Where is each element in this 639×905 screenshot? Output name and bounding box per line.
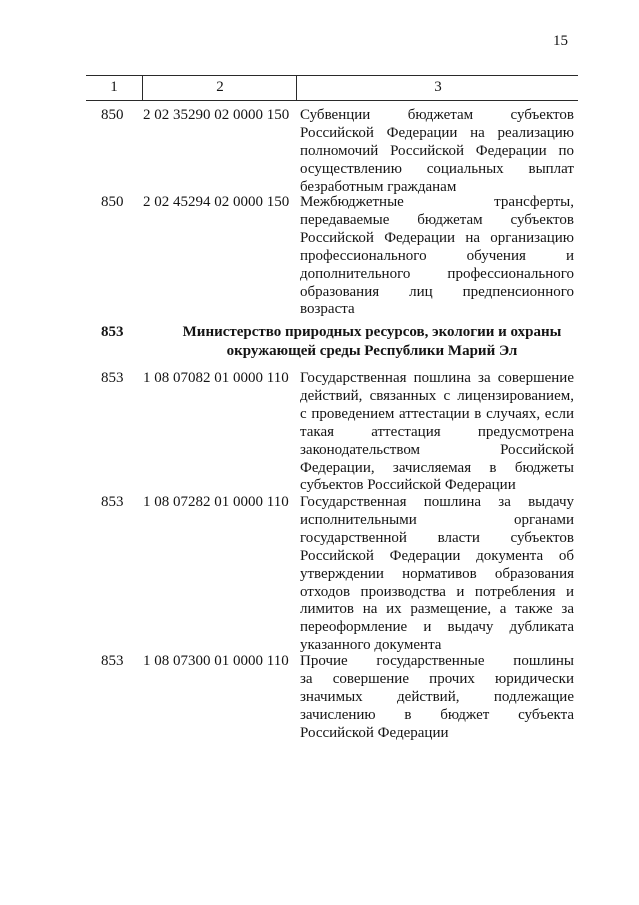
description-line: безработным гражданам (300, 178, 457, 195)
section-admin-code: 853 (101, 324, 124, 340)
page-number: 15 (553, 33, 568, 49)
description-line: Прочие государственные пошлины (300, 653, 574, 669)
description-line: законодательством Российской (300, 441, 574, 458)
description-line: Государственная пошлина за совершение (300, 370, 574, 386)
description (300, 370, 574, 495)
description-line: Межбюджетные трансферты, (300, 194, 574, 210)
admin-code: 853 (101, 653, 124, 669)
description-line: Субвенции бюджетам субъектов (300, 107, 574, 123)
budget-code: 1 08 07282 01 0000 110 (143, 494, 289, 510)
description-line: лимитов на их размещение, а также за (300, 601, 574, 618)
budget-code: 2 02 35290 02 0000 150 (143, 107, 290, 123)
description-line: Российской Федерации документа об (300, 547, 574, 564)
description (300, 107, 574, 197)
description-line: переоформление и выдачу дубликата (300, 619, 574, 636)
budget-code: 2 02 45294 02 0000 150 (143, 194, 290, 210)
description-line: осуществлению социальных выплат (300, 160, 574, 177)
section-title-line: Министерство природных ресурсов, экологии и охраны (182, 324, 562, 340)
description-line: Федерации, зачисляемая в бюджеты (300, 459, 574, 476)
description-line: действий, связанных с лицензированием, (300, 387, 574, 404)
description-line: с проведением аттестации в случаях, если (300, 405, 574, 422)
table-header-col2: 2 (142, 76, 297, 100)
description-line: образования лиц предпенсионного (300, 283, 574, 300)
description-line: указанного документа (300, 637, 442, 654)
budget-code: 1 08 07082 01 0000 110 (143, 370, 289, 386)
description-line: возраста (300, 301, 355, 318)
description-line: исполнительными органами (300, 511, 574, 528)
table-header-col1: 1 (110, 79, 118, 95)
description-line: утверждении нормативов образования (300, 565, 574, 582)
description-line: отходов производства и потребления и (300, 583, 574, 600)
budget-code: 1 08 07300 01 0000 110 (143, 653, 289, 669)
description (300, 653, 574, 743)
description-line: дополнительного профессионального (300, 265, 574, 282)
description-line: зачислению в бюджет субъекта (300, 706, 574, 723)
description-line: Российской Федерации (300, 724, 449, 741)
description-line: значимых действий, подлежащие (300, 688, 574, 705)
description-line: передаваемые бюджетам субъектов (300, 211, 574, 228)
table-header-row (86, 75, 578, 101)
description-line: субъектов Российской Федерации (300, 477, 516, 494)
description-line: Государственная пошлина за выдачу (300, 494, 574, 510)
table-header-col3: 3 (296, 76, 579, 100)
description (300, 494, 574, 655)
description-line: Российской Федерации на организацию (300, 229, 574, 246)
admin-code: 853 (101, 370, 124, 386)
description (300, 194, 574, 319)
description-line: государственной власти субъектов (300, 529, 574, 546)
section-title-line: окружающей среды Республики Марий Эл (226, 343, 518, 359)
section-title (166, 323, 578, 361)
description-line: полномочий Российской Федерации по (300, 142, 574, 159)
description-line: профессионального обучения и (300, 247, 574, 264)
description-line: Российской Федерации на реализацию (300, 124, 574, 141)
admin-code: 850 (101, 194, 124, 210)
admin-code: 853 (101, 494, 124, 510)
admin-code: 850 (101, 107, 124, 123)
description-line: за совершение прочих юридически (300, 670, 574, 687)
description-line: такая аттестация предусмотрена (300, 423, 574, 440)
